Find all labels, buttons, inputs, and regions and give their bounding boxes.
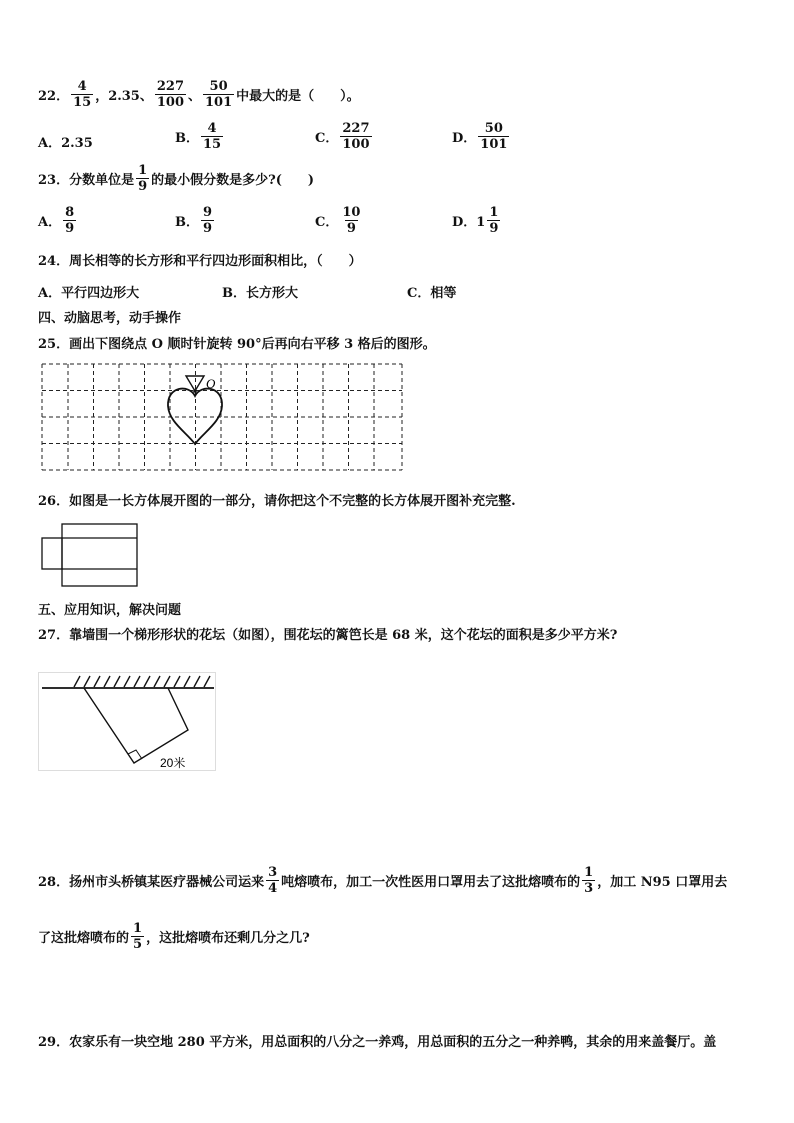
q27-trapezoid-figure xyxy=(38,672,218,772)
q23-option-a[interactable]: A． $\frac{8}{9}$ xyxy=(38,205,75,236)
q25-grid-figure xyxy=(40,362,404,472)
fraction: $\frac{3}{4}$ xyxy=(268,865,278,896)
fraction: $\frac{1}{9}$ xyxy=(138,163,148,194)
q24-stem: 24．周长相等的长方形和平行四边形面积相比，（ ） xyxy=(38,254,362,269)
q22-option-c[interactable]: C． $\frac{227}{100}$ xyxy=(315,121,370,152)
trapezoid-fence xyxy=(84,688,188,763)
q24-option-b[interactable]: B．长方形大 xyxy=(222,286,298,301)
q22-option-b[interactable]: B． $\frac{4}{15}$ xyxy=(175,121,222,152)
q22-option-a[interactable]: A．2.35 xyxy=(38,136,93,151)
q23-option-c[interactable]: C． $\frac{10}{9}$ xyxy=(315,205,361,236)
section-heading: 五、应用知识，解决问题 xyxy=(38,603,182,618)
dashed-grid xyxy=(42,364,402,470)
point-o-label: O xyxy=(206,376,216,391)
q24-option-a[interactable]: A．平行四边形大 xyxy=(38,286,140,301)
q26-stem: 26．如图是一长方体展开图的一部分，请你把这个不完整的长方体展开图补充完整. xyxy=(38,494,516,509)
q25-stem: 25．画出下图绕点 O 顺时针旋转 90°后再向右平移 3 格后的图形。 xyxy=(38,337,436,352)
q26-net-figure xyxy=(40,522,140,588)
net-side-face xyxy=(42,538,62,569)
q23-option-b[interactable]: B． $\frac{9}{9}$ xyxy=(175,205,213,236)
fraction: $\frac{4}{15}$ xyxy=(73,79,92,110)
q22-options xyxy=(38,122,758,162)
net-large-rect xyxy=(62,524,137,586)
q28-stem-line1: 28．扬州市头桥镇某医疗器械公司运来 $\frac{3}{4}$ 吨熔喷布，加工一次性医用口罩用去了这批熔喷布的 $\frac{1}{3}$ ，加工 N95 口罩用去 xyxy=(38,865,728,896)
dimension-label: 20米 xyxy=(160,756,186,770)
section-heading: 四、动脑思考，动手操作 xyxy=(38,311,182,326)
fraction: $\frac{1}{5}$ xyxy=(133,921,143,952)
wall-hatching xyxy=(74,676,210,687)
fraction: $\frac{50}{101}$ xyxy=(205,79,233,110)
fraction: $\frac{1}{3}$ xyxy=(584,865,594,896)
q24-option-c[interactable]: C．相等 xyxy=(407,286,457,301)
fraction: $\frac{227}{100}$ xyxy=(156,79,184,110)
q28-stem-line2: 了这批熔喷布的 $\frac{1}{5}$ ，这批熔喷布还剩几分之几? xyxy=(38,921,310,952)
q22-option-d[interactable]: D． $\frac{50}{101}$ xyxy=(452,121,508,152)
q22-stem: 22． $\frac{4}{15}$ ，2.35、 $\frac{227}{100}$ 、 $\frac{50}{101}$ 中最大的是（ ）。 xyxy=(38,79,360,110)
q23-stem: 23． 分数单位是 $\frac{1}{9}$ 的最小假分数是多少?( ) xyxy=(38,163,315,194)
point-o-dot xyxy=(193,389,197,393)
q27-stem: 27．靠墙围一个梯形形状的花坛（如图），围花坛的篱笆长是 68 米，这个花坛的面积是多少平方米? xyxy=(38,628,618,643)
q23-option-d[interactable]: D．1 $\frac{1}{9}$ xyxy=(452,205,499,236)
q29-stem: 29．农家乐有一块空地 280 平方米，用总面积的八分之一养鸡，用总面积的五分之一种养鸭，其余的用来盖餐厅。盖 xyxy=(38,1035,717,1050)
q23-options xyxy=(38,206,758,246)
